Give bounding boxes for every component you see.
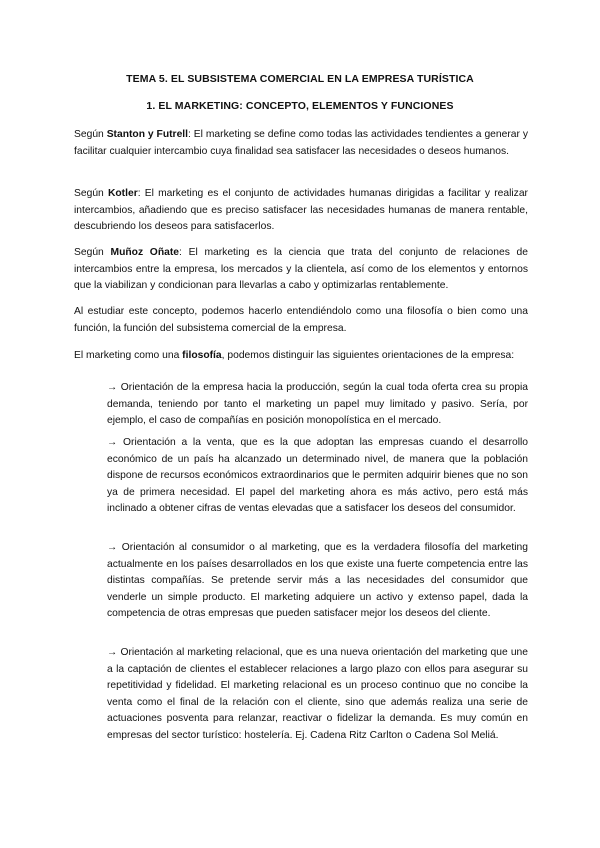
orientation-sales: → Orientación a la venta, que es la que adoptan las empresas cuando el desarrollo económico de un país ha alcanzado un determinado nivel, de manera que la población dispone de recursos económicos extraordinarios que le permiten adquirir bienes que no son ya de primera necesidad. El papel del marketing ahora es más activo, pero está más inclinado a obtener cifras de ventas elevadas que a satisfacer los deseos del consumidor.: [107, 437, 528, 514]
philosophy-keyword: filosofía: [182, 350, 222, 361]
section-heading: 1. EL MARKETING: CONCEPTO, ELEMENTOS Y FUNCIONES: [146, 100, 454, 112]
philosophy-intro: [74, 348, 528, 365]
philosophy-intro-after: , podemos distinguir las siguientes orientaciones de la empresa:: [221, 350, 515, 361]
definition-prefix: Según: [74, 129, 107, 140]
definition-kotler: [74, 186, 528, 236]
orientation-production: → Orientación de la empresa hacia la producción, según la cual toda oferta crea su propia demanda, teniendo por tanto el marketing un papel muy limitado y pasivo. Sería, por ejemplo, el caso de compañías en posición monopolística en el mercado.: [107, 382, 528, 426]
definition-text: : El marketing es la ciencia que trata del conjunto de relaciones de intercambios entre la empresa, los mercados y la clientela, así como de los elementos y entornos que la viabilizan y condicionan para llevarlas a cabo y optimizarlas rentablemente.: [74, 247, 529, 291]
definition-munoz: [74, 245, 528, 295]
definition-text: : El marketing es el conjunto de actividades humanas dirigidas a facilitar y realizar intercambios, añadiendo que es preciso satisfacer las necesidades humanas de manera rentable, descubriendo los deseos para satisfacerlos.: [74, 188, 528, 232]
orientation-relational: → Orientación al marketing relacional, que es una nueva orientación del marketing que une a la captación de clientes el establecer relaciones a largo plazo con ellos para asegurar su repetitividad y fidelidad. El marketing relacional es un proceso continuo que no concibe la venta como el final de la relación con el cliente, sino que además realiza una serie de actuaciones posventa para relanzar, reactivar o fidelizar la demanda. Es muy común en empresas del sector turístico: hostelería. Ej. Cadena Ritz Carlton o Cadena Sol Meliá.: [107, 647, 528, 741]
definition-text: : El marketing se define como todas las actividades tendientes a generar y facilitar cualquier intercambio cuya finalidad sea satisfacer las necesidades o deseos humanos.: [74, 129, 528, 157]
study-paragraph: Al estudiar este concepto, podemos hacerlo entendiéndolo como una filosofía o bien como una función, la función del subsistema comercial de la empresa.: [74, 306, 528, 334]
definition-author: Stanton y Futrell: [106, 129, 189, 140]
definition-stanton: [74, 127, 528, 160]
definition-prefix: Según: [74, 188, 108, 199]
philosophy-intro-before: El marketing como una: [74, 350, 183, 361]
definition-author: Kotler: [107, 188, 138, 199]
document-title: TEMA 5. EL SUBSISTEMA COMERCIAL EN LA EMPRESA TURÍSTICA: [126, 73, 474, 85]
definition-prefix: Según: [74, 247, 111, 258]
orientation-consumer: → Orientación al consumidor o al marketing, que es la verdadera filosofía del marketing actualmente en los países desarrollados en los que existe una fuerte competencia entre las distintas compañías. Se pretende servir más a las necesidades del consumidor que venderle un simple producto. El marketing adquiere un activo y extenso papel, dada la competencia de otras empresas que pueden satisfacer mejor los deseos del cliente.: [107, 542, 528, 619]
definition-author: Muñoz Oñate: [110, 247, 179, 258]
